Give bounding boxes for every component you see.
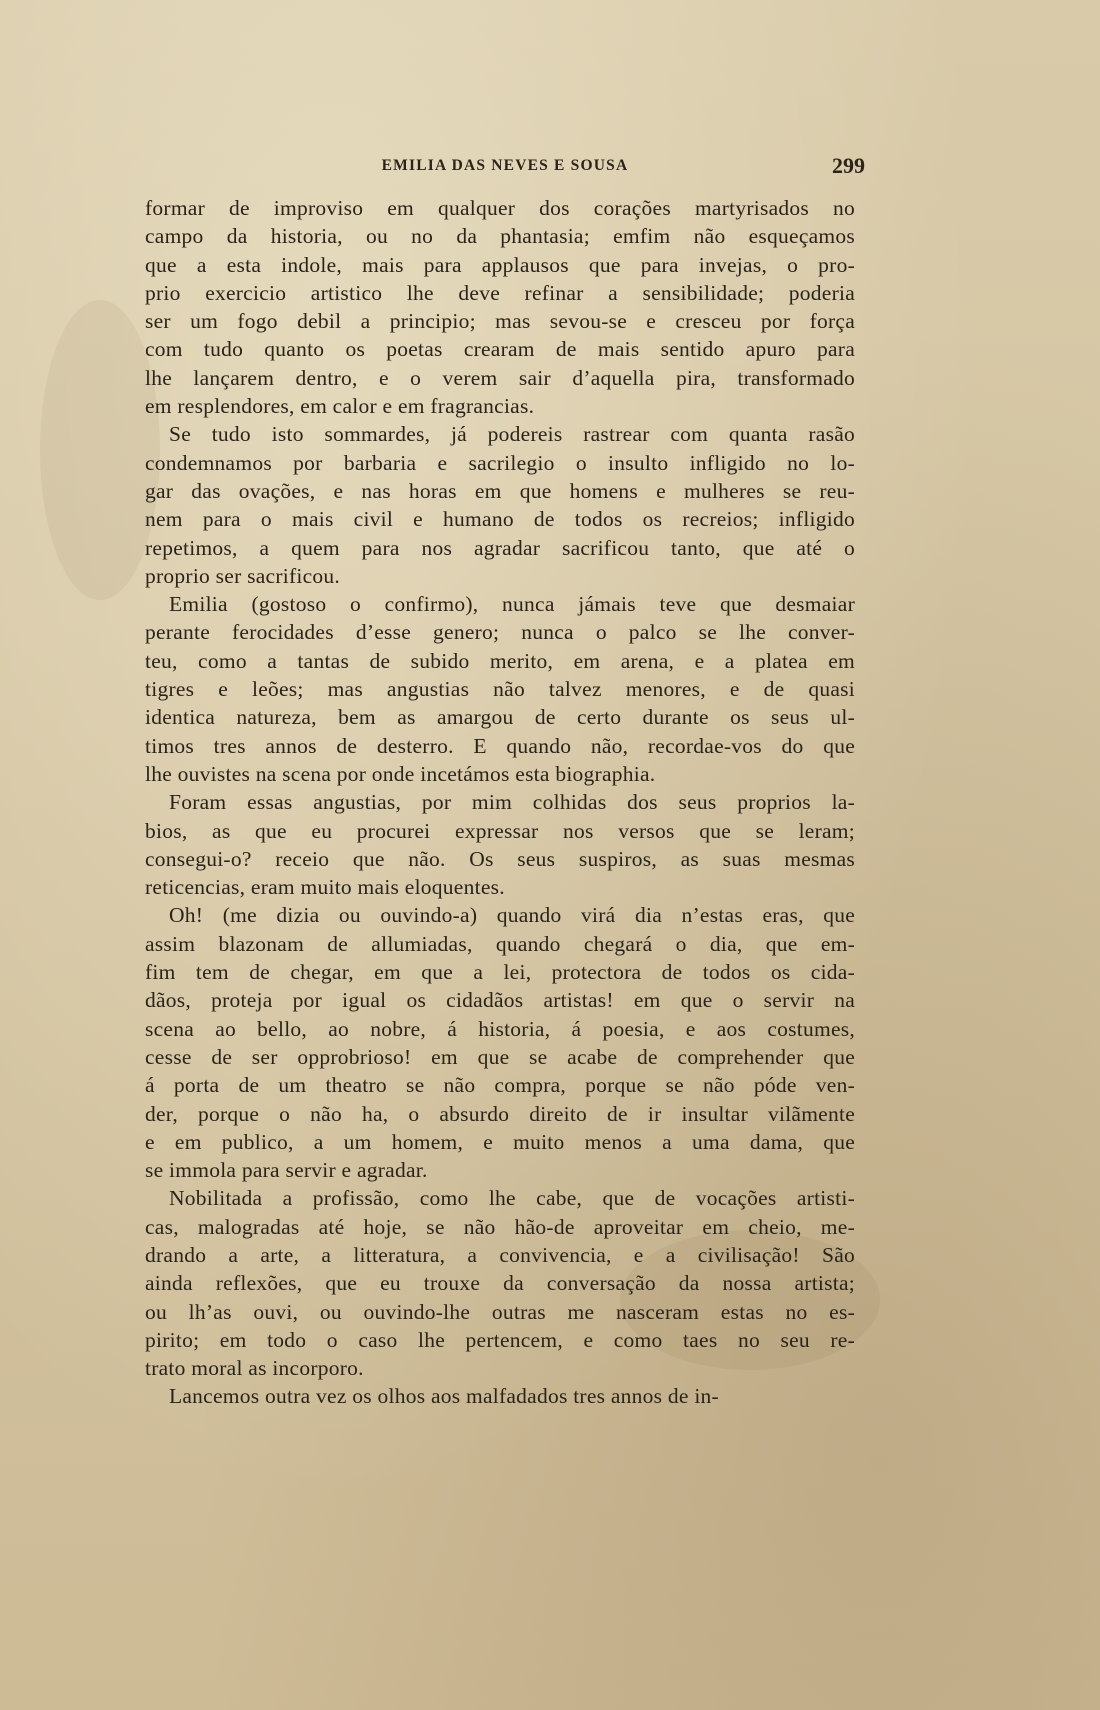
- text-line: gar das ovações, e nas horas em que homens e mulheres se reu-: [145, 478, 855, 503]
- text-line: scena ao bello, ao nobre, á historia, á poesia, e aos costumes,: [145, 1016, 855, 1041]
- text-line: á porta de um theatro se não compra, porque se não póde ven-: [145, 1073, 855, 1098]
- text-line: identica natureza, bem as amargou de certo durante os seus ul-: [145, 705, 855, 730]
- text-line: teu, como a tantas de subido merito, em arena, e a platea em: [145, 648, 855, 673]
- paragraph: [145, 194, 855, 420]
- page-number: 299: [832, 153, 865, 178]
- text-line: cas, malogradas até hoje, se não hão-de aproveitar em cheio, me-: [145, 1214, 855, 1239]
- text-line: Foram essas angustias, por mim colhidas dos seus proprios la-: [169, 790, 855, 815]
- paragraph: [145, 1382, 855, 1410]
- text-line: Nobilitada a profissão, como lhe cabe, que de vocações artisti-: [169, 1186, 855, 1211]
- text-line: Emilia (gostoso o confirmo), nunca jámais teve que desmaiar: [169, 592, 855, 617]
- text-line: proprio ser sacrificou.: [145, 563, 340, 588]
- text-line: der, porque o não ha, o absurdo direito de ir insultar vilãmente: [145, 1101, 855, 1126]
- text-line: lhe lançarem dentro, e o verem sair d’aquella pira, transformado: [145, 365, 855, 390]
- text-line: em resplendores, em calor e em fragrancias.: [145, 394, 535, 419]
- body-text: [145, 194, 855, 1411]
- text-line: tigres e leões; mas angustias não talvez menores, e de quasi: [145, 677, 855, 702]
- text-line: que a esta indole, mais para applausos que para invejas, o pro-: [145, 252, 855, 277]
- text-line: trato moral as incorporo.: [145, 1356, 364, 1381]
- text-line: assim blazonam de allumiadas, quando chegará o dia, que em-: [145, 931, 855, 956]
- running-title: EMILIA DAS NEVES E SOUSA: [381, 157, 629, 174]
- paragraph: [145, 1184, 855, 1382]
- paragraph: [145, 788, 855, 901]
- text-line: lhe ouvistes na scena por onde incetámos esta biographia.: [145, 761, 656, 786]
- text-line: ainda reflexões, que eu trouxe da conversação da nossa artista;: [145, 1271, 855, 1296]
- text-line: timos tres annos de desterro. E quando não, recordae-vos do que: [145, 733, 855, 758]
- text-line: drando a arte, a litteratura, a convivencia, e a civilisação! São: [145, 1242, 855, 1267]
- text-line: fim tem de chegar, em que a lei, protectora de todos os cida-: [145, 960, 855, 985]
- page-header: [145, 153, 865, 183]
- text-line: dãos, proteja por igual os cidadãos artistas! em que o servir na: [145, 988, 855, 1013]
- text-line: condemnamos por barbaria e sacrilegio o insulto infligido no lo-: [145, 450, 855, 475]
- text-line: Oh! (me dizia ou ouvindo-a) quando virá dia n’estas eras, que: [169, 903, 855, 928]
- paragraph: [145, 420, 855, 590]
- text-line: bios, as que eu procurei expressar nos versos que se leram;: [145, 818, 855, 843]
- text-line: consegui-o? receio que não. Os seus suspiros, as suas mesmas: [145, 846, 855, 871]
- text-line: Se tudo isto sommardes, já podereis rastrear com quanta rasão: [169, 422, 855, 447]
- text-line: repetimos, a quem para nos agradar sacrificou tanto, que até o: [145, 535, 855, 560]
- text-line: e em publico, a um homem, e muito menos a uma dama, que: [145, 1129, 855, 1154]
- text-line: campo da historia, ou no da phantasia; emfim não esqueçamos: [145, 224, 855, 249]
- text-line: ou lh’as ouvi, ou ouvindo-lhe outras me nasceram estas no es-: [145, 1299, 855, 1324]
- paragraph: [145, 901, 855, 1184]
- text-line: cesse de ser opprobrioso! em que se acabe de comprehender que: [145, 1044, 855, 1069]
- paper-stain: [40, 300, 160, 600]
- text-line: perante ferocidades d’esse genero; nunca o palco se lhe conver-: [145, 620, 855, 645]
- text-line: prio exercicio artistico lhe deve refinar a sensibilidade; poderia: [145, 280, 855, 305]
- text-line: formar de improviso em qualquer dos corações martyrisados no: [145, 196, 855, 220]
- text-line: Lancemos outra vez os olhos aos malfadados tres annos de in-: [169, 1384, 719, 1409]
- text-line: nem para o mais civil e humano de todos os recreios; infligido: [145, 507, 855, 532]
- text-line: com tudo quanto os poetas crearam de mais sentido apuro para: [145, 337, 855, 362]
- paragraph: [145, 590, 855, 788]
- text-line: se immola para servir e agradar.: [145, 1158, 428, 1183]
- text-line: reticencias, eram muito mais eloquentes.: [145, 875, 505, 900]
- text-line: pirito; em todo o caso lhe pertencem, e como taes no seu re-: [145, 1327, 855, 1352]
- text-line: ser um fogo debil a principio; mas sevou-se e cresceu por força: [145, 309, 855, 334]
